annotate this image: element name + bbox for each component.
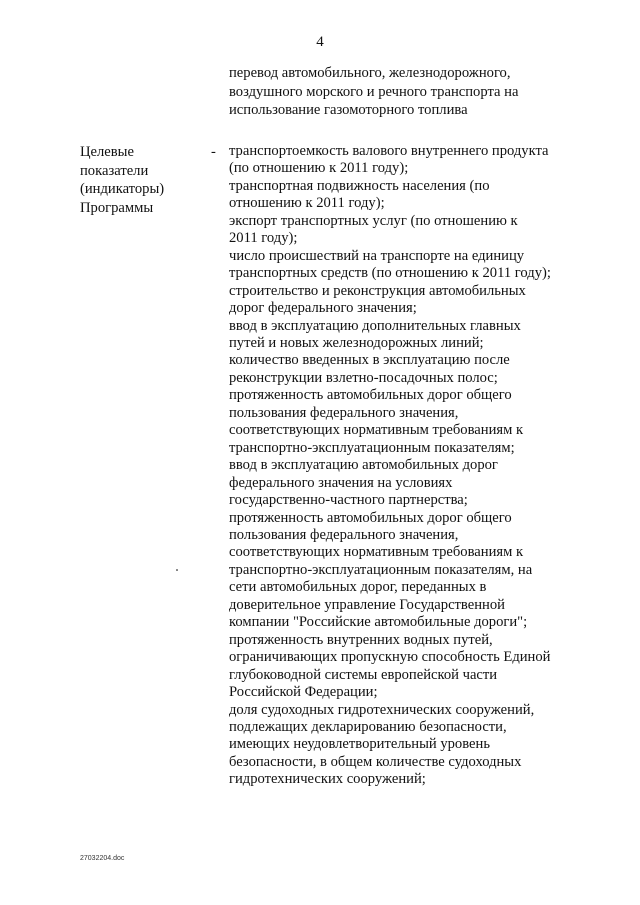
indicator-line: протяженность автомобильных дорог общего (229, 387, 512, 404)
page-number: 4 (316, 34, 324, 50)
indicator-line: протяженность внутренних водных путей, (229, 631, 493, 648)
section-label-line: Программы (80, 199, 154, 216)
section-label (80, 143, 200, 217)
indicator-line: протяженность автомобильных дорог общего (229, 509, 512, 526)
section-label-line: показатели (80, 162, 149, 179)
indicator-line: ввод в эксплуатацию автомобильных дорог (229, 457, 498, 474)
indicator-line: число происшествий на транспорте на единицу (229, 247, 525, 264)
indicator-line: федерального значения на условиях (229, 474, 453, 491)
indicator-line: пользования федерального значения, (229, 404, 459, 421)
indicator-line: 2011 году); (229, 230, 298, 247)
indicator-line: соответствующих нормативным требованиям к (229, 544, 524, 561)
indicator-line: отношению к 2011 году); (229, 195, 385, 212)
indicator-line: ввод в эксплуатацию дополнительных главных (229, 317, 521, 334)
indicator-line: транспортно-эксплуатационным показателям, на (229, 561, 533, 578)
intro-line: перевод автомобильного, железнодорожного, (229, 65, 511, 81)
indicator-line: пользования федерального значения, (229, 526, 459, 543)
indicator-line: глубоководной системы европейской части (229, 666, 498, 683)
footer-filename: 27032204.doc (80, 855, 125, 862)
stray-mark (176, 569, 178, 571)
indicator-line: гидротехнических сооружений; (229, 771, 426, 788)
indicator-line: (по отношению к 2011 году); (229, 160, 409, 177)
indicator-line: строительство и реконструкция автомобильных (229, 282, 526, 299)
intro-line: использование газомоторного топлива (229, 102, 468, 119)
indicator-line: сети автомобильных дорог, переданных в (229, 579, 487, 596)
indicator-line: безопасности, в общем количестве судоходных (229, 753, 522, 770)
section-dash: - (211, 144, 216, 160)
indicator-line: количество введенных в эксплуатацию после (229, 352, 510, 369)
indicator-line: доверительное управление Государственной (229, 596, 505, 613)
intro-paragraph (229, 64, 589, 120)
indicator-line: дорог федерального значения; (229, 300, 417, 317)
indicator-line: ограничивающих пропускную способность Единой (229, 649, 551, 666)
indicator-line: подлежащих декларированию безопасности, (229, 718, 507, 735)
section-label-line: (индикаторы) (80, 181, 165, 198)
indicator-line: соответствующих нормативным требованиям к (229, 422, 524, 439)
indicator-line: реконструкции взлетно-посадочных полос; (229, 369, 498, 386)
indicator-line: транспортоемкость валового внутреннего продукта (229, 143, 549, 159)
indicator-line: государственно-частного партнерства; (229, 492, 468, 509)
indicator-line: транспортно-эксплуатационным показателям; (229, 439, 515, 456)
indicator-line: компании "Российские автомобильные дороги"; (229, 614, 528, 631)
indicator-line: транспортных средств (по отношению к 2011 году); (229, 265, 551, 282)
indicator-line: доля судоходных гидротехнических сооружений, (229, 701, 535, 718)
indicator-line: транспортная подвижность населения (по (229, 177, 490, 194)
indicator-line: экспорт транспортных услуг (по отношению к (229, 212, 518, 229)
indicator-line: путей и новых железнодорожных линий; (229, 334, 484, 351)
indicators-list (229, 143, 599, 789)
intro-line: воздушного морского и речного транспорта на (229, 83, 519, 100)
indicator-line: имеющих неудовлетворительный уровень (229, 736, 490, 753)
indicator-line: Российской Федерации; (229, 684, 378, 701)
section-label-line: Целевые (80, 144, 134, 160)
